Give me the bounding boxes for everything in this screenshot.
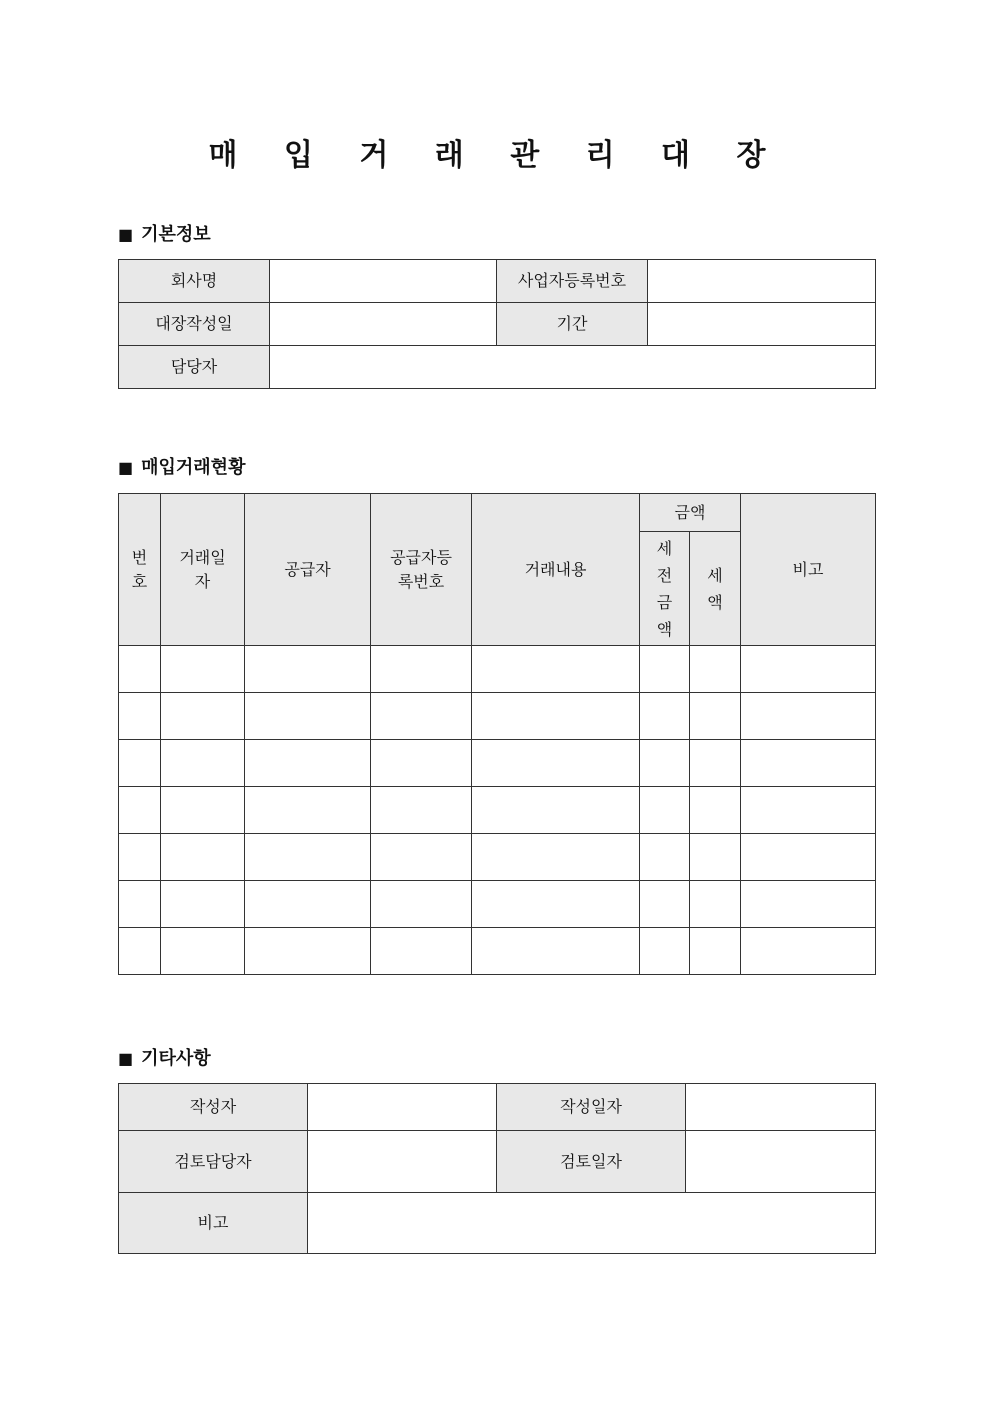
table-row (119, 928, 876, 975)
cell-supplier[interactable] (245, 646, 371, 693)
cell-note[interactable] (741, 693, 876, 740)
bizno-field[interactable] (648, 260, 876, 303)
col-header-no: 번호 (119, 494, 161, 646)
cell-pretax[interactable] (640, 928, 690, 975)
bizno-label: 사업자등록번호 (497, 260, 648, 303)
cell-pretax[interactable] (640, 881, 690, 928)
period-label: 기간 (497, 303, 648, 346)
cell-date[interactable] (161, 646, 245, 693)
author-field[interactable] (308, 1084, 497, 1131)
reviewer-label: 검토담당자 (119, 1131, 308, 1193)
misc-heading (118, 1047, 211, 1071)
misc-table (118, 1083, 876, 1254)
cell-tax[interactable] (690, 787, 741, 834)
cell-tax[interactable] (690, 646, 741, 693)
cell-supplier-bizno[interactable] (371, 834, 472, 881)
cell-pretax[interactable] (640, 646, 690, 693)
cell-supplier[interactable] (245, 834, 371, 881)
cell-note[interactable] (741, 834, 876, 881)
misc-heading-text: 기타사항 (141, 1048, 211, 1069)
col-header-supplier: 공급자 (245, 494, 371, 646)
created-date-field[interactable] (270, 303, 497, 346)
cell-pretax[interactable] (640, 787, 690, 834)
cell-supplier-bizno[interactable] (371, 646, 472, 693)
square-bullet-icon: ■ (118, 458, 134, 477)
trade-status-heading (118, 456, 245, 480)
basic-info-heading-text: 기본정보 (141, 224, 211, 245)
cell-content[interactable] (472, 740, 640, 787)
table-row (119, 834, 876, 881)
col-header-tax: 세액 (690, 532, 741, 646)
written-date-field[interactable] (686, 1084, 876, 1131)
cell-no[interactable] (119, 646, 161, 693)
square-bullet-icon: ■ (118, 225, 134, 244)
cell-no[interactable] (119, 928, 161, 975)
cell-supplier[interactable] (245, 693, 371, 740)
cell-tax[interactable] (690, 740, 741, 787)
basic-info-table (118, 259, 876, 389)
square-bullet-icon: ■ (118, 1049, 134, 1068)
cell-content[interactable] (472, 646, 640, 693)
reviewed-date-field[interactable] (686, 1131, 876, 1193)
cell-pretax[interactable] (640, 693, 690, 740)
company-field[interactable] (270, 260, 497, 303)
table-row (119, 787, 876, 834)
cell-supplier-bizno[interactable] (371, 881, 472, 928)
col-header-pretax: 세전금액 (640, 532, 690, 646)
cell-note[interactable] (741, 740, 876, 787)
cell-date[interactable] (161, 787, 245, 834)
cell-date[interactable] (161, 834, 245, 881)
cell-supplier-bizno[interactable] (371, 693, 472, 740)
col-header-content: 거래내용 (472, 494, 640, 646)
cell-no[interactable] (119, 834, 161, 881)
manager-field[interactable] (270, 346, 876, 389)
col-header-supplier-bizno: 공급자등록번호 (371, 494, 472, 646)
written-date-label: 작성일자 (497, 1084, 686, 1131)
cell-no[interactable] (119, 881, 161, 928)
misc-note-label: 비고 (119, 1193, 308, 1254)
cell-no[interactable] (119, 740, 161, 787)
table-row (119, 740, 876, 787)
col-header-note: 비고 (741, 494, 876, 646)
cell-no[interactable] (119, 787, 161, 834)
cell-content[interactable] (472, 787, 640, 834)
table-row (119, 693, 876, 740)
cell-note[interactable] (741, 881, 876, 928)
cell-supplier[interactable] (245, 787, 371, 834)
col-header-amount: 금액 (640, 494, 741, 532)
trade-status-heading-text: 매입거래현황 (141, 457, 246, 478)
table-row (119, 646, 876, 693)
cell-tax[interactable] (690, 928, 741, 975)
period-field[interactable] (648, 303, 876, 346)
cell-date[interactable] (161, 740, 245, 787)
cell-supplier-bizno[interactable] (371, 787, 472, 834)
reviewed-date-label: 검토일자 (497, 1131, 686, 1193)
cell-pretax[interactable] (640, 740, 690, 787)
cell-content[interactable] (472, 693, 640, 740)
cell-tax[interactable] (690, 693, 741, 740)
table-row (119, 881, 876, 928)
cell-note[interactable] (741, 928, 876, 975)
col-header-date: 거래일자 (161, 494, 245, 646)
cell-supplier-bizno[interactable] (371, 740, 472, 787)
reviewer-field[interactable] (308, 1131, 497, 1193)
cell-date[interactable] (161, 881, 245, 928)
cell-no[interactable] (119, 693, 161, 740)
document-title: 매 입 거 래 관 리 대 장 (208, 138, 784, 173)
cell-content[interactable] (472, 834, 640, 881)
cell-note[interactable] (741, 646, 876, 693)
cell-content[interactable] (472, 881, 640, 928)
cell-date[interactable] (161, 693, 245, 740)
cell-tax[interactable] (690, 881, 741, 928)
cell-supplier[interactable] (245, 881, 371, 928)
created-date-label: 대장작성일 (119, 303, 270, 346)
trade-table (118, 493, 876, 975)
cell-tax[interactable] (690, 834, 741, 881)
cell-note[interactable] (741, 787, 876, 834)
cell-content[interactable] (472, 928, 640, 975)
cell-supplier[interactable] (245, 740, 371, 787)
cell-pretax[interactable] (640, 834, 690, 881)
company-label: 회사명 (119, 260, 270, 303)
cell-supplier[interactable] (245, 928, 371, 975)
manager-label: 담당자 (119, 346, 270, 389)
cell-supplier-bizno[interactable] (371, 928, 472, 975)
author-label: 작성자 (119, 1084, 308, 1131)
misc-note-field[interactable] (308, 1193, 876, 1254)
basic-info-heading (118, 223, 211, 247)
cell-date[interactable] (161, 928, 245, 975)
